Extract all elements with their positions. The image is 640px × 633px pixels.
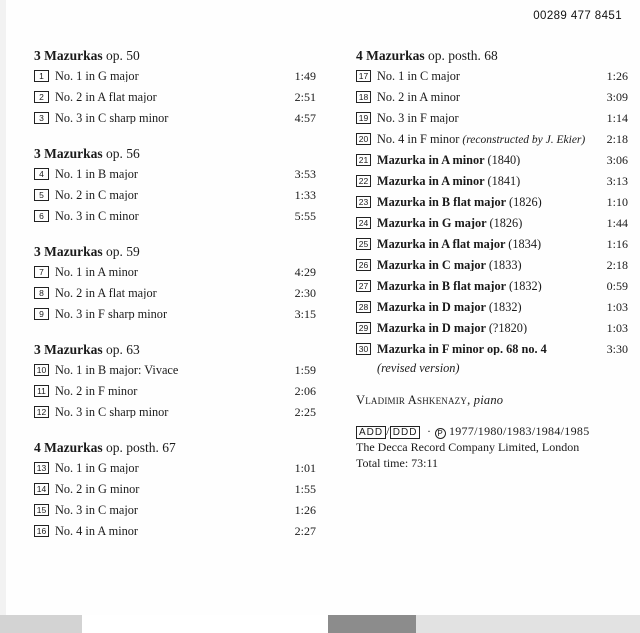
track-number: 15 bbox=[34, 504, 49, 516]
track-row[interactable] bbox=[34, 287, 316, 308]
track-duration: 1:55 bbox=[294, 482, 316, 496]
track-duration: 5:55 bbox=[294, 209, 316, 223]
work-group-title bbox=[34, 244, 316, 260]
track-number: 30 bbox=[356, 343, 371, 355]
track-title: Mazurka in A minor bbox=[377, 154, 485, 167]
track-note: (1833) bbox=[488, 259, 522, 272]
track-duration: 4:29 bbox=[294, 265, 316, 279]
track-row[interactable] bbox=[356, 196, 628, 217]
track-number: 13 bbox=[34, 462, 49, 474]
track-duration: 3:06 bbox=[606, 153, 628, 167]
track-title: No. 3 in C sharp minor bbox=[55, 112, 169, 125]
track-number: 12 bbox=[34, 406, 49, 418]
work-opus: op. 59 bbox=[106, 244, 140, 259]
track-row[interactable] bbox=[34, 483, 316, 504]
work-group-title bbox=[34, 440, 316, 456]
work-group bbox=[34, 440, 316, 546]
track-row[interactable] bbox=[34, 189, 316, 210]
track-number: 16 bbox=[34, 525, 49, 537]
track-duration: 4:57 bbox=[294, 111, 316, 125]
track-duration: 3:15 bbox=[294, 307, 316, 321]
track-title: No. 2 in G minor bbox=[55, 483, 140, 496]
track-title-group bbox=[377, 301, 599, 313]
track-number: 28 bbox=[356, 301, 371, 313]
track-row[interactable] bbox=[34, 70, 316, 91]
track-note: (1826) bbox=[489, 217, 523, 230]
track-row[interactable] bbox=[34, 462, 316, 483]
track-title: Mazurka in D major bbox=[377, 301, 486, 314]
track-duration: 1:59 bbox=[294, 363, 316, 377]
track-title-group bbox=[377, 196, 599, 208]
track-duration: 1:03 bbox=[606, 321, 628, 335]
track-number: 29 bbox=[356, 322, 371, 334]
track-row[interactable] bbox=[34, 308, 316, 329]
track-row[interactable] bbox=[356, 70, 628, 91]
copyright-years: 1977/1980/1983/1984/1985 bbox=[448, 424, 590, 438]
track-note: (1841) bbox=[487, 175, 521, 188]
track-title: No. 3 in F major bbox=[377, 112, 459, 125]
track-title: No. 2 in A minor bbox=[377, 91, 461, 104]
recording-codes-line: ADD / DDD · P 1977/1980/1983/1984/1985 bbox=[356, 424, 628, 440]
track-row[interactable] bbox=[34, 406, 316, 427]
work-opus: op. posth. 67 bbox=[106, 440, 176, 455]
track-title: No. 1 in G major bbox=[55, 462, 139, 475]
track-duration: 1:44 bbox=[606, 216, 628, 230]
work-group bbox=[34, 146, 316, 231]
track-title: No. 1 in A minor bbox=[55, 266, 139, 279]
track-number: 21 bbox=[356, 154, 371, 166]
track-duration: 2:25 bbox=[294, 405, 316, 419]
track-row[interactable] bbox=[356, 154, 628, 175]
total-time-line bbox=[356, 456, 628, 472]
track-duration: 1:49 bbox=[294, 69, 316, 83]
track-title: No. 1 in C major bbox=[377, 70, 460, 83]
track-title: No. 1 in G major bbox=[55, 70, 139, 83]
track-row[interactable] bbox=[34, 112, 316, 133]
track-duration: 1:33 bbox=[294, 188, 316, 202]
track-row[interactable] bbox=[34, 525, 316, 546]
track-row[interactable] bbox=[356, 217, 628, 238]
track-row[interactable] bbox=[356, 322, 628, 343]
track-number: 5 bbox=[34, 189, 49, 201]
footer-segment-4 bbox=[416, 615, 640, 633]
track-title: Mazurka in G major bbox=[377, 217, 487, 230]
work-group-title bbox=[34, 48, 316, 64]
track-title-group bbox=[377, 133, 599, 147]
phonogram-icon: P bbox=[435, 428, 446, 439]
track-number: 26 bbox=[356, 259, 371, 271]
track-number: 20 bbox=[356, 133, 371, 145]
work-name: Mazurkas bbox=[44, 146, 103, 161]
track-duration: 1:16 bbox=[606, 237, 628, 251]
work-group-title bbox=[34, 342, 316, 358]
track-row[interactable] bbox=[356, 133, 628, 154]
track-number: 11 bbox=[34, 385, 49, 397]
work-opus: op. 50 bbox=[106, 48, 140, 63]
track-number: 4 bbox=[34, 168, 49, 180]
tracklist-right-column bbox=[356, 48, 628, 471]
track-duration: 2:27 bbox=[294, 524, 316, 538]
track-title: No. 3 in C sharp minor bbox=[55, 406, 169, 419]
track-number: 27 bbox=[356, 280, 371, 292]
work-group bbox=[34, 48, 316, 133]
track-title-group bbox=[377, 322, 599, 334]
track-title-group bbox=[377, 259, 599, 271]
track-title: No. 2 in F minor bbox=[55, 385, 138, 398]
track-number: 18 bbox=[356, 91, 371, 103]
footer-segment-2 bbox=[82, 615, 328, 633]
track-duration: 2:51 bbox=[294, 90, 316, 104]
track-duration: 2:18 bbox=[606, 258, 628, 272]
work-group bbox=[34, 342, 316, 427]
track-number: 7 bbox=[34, 266, 49, 278]
record-company: The Decca Record Company Limited, London bbox=[356, 439, 580, 454]
track-number: 19 bbox=[356, 112, 371, 124]
footer-segment-3 bbox=[328, 615, 416, 633]
track-note: (reconstructed by J. Ekier) bbox=[462, 134, 586, 146]
track-row[interactable] bbox=[356, 91, 628, 112]
track-title: No. 4 in A minor bbox=[55, 525, 139, 538]
track-duration: 1:01 bbox=[294, 461, 316, 475]
performer-instrument: piano bbox=[473, 393, 504, 407]
track-number: 24 bbox=[356, 217, 371, 229]
track-title-group bbox=[377, 154, 599, 166]
track-title: Mazurka in B flat major bbox=[377, 196, 506, 209]
track-title: Mazurka in A minor bbox=[377, 175, 485, 188]
work-opus: op. 56 bbox=[106, 146, 140, 161]
track-title-group bbox=[377, 217, 599, 229]
tracklist-left-column bbox=[34, 48, 316, 546]
track-note: (?1820) bbox=[488, 322, 528, 335]
track-row[interactable] bbox=[356, 280, 628, 301]
track-row[interactable] bbox=[34, 91, 316, 112]
track-row[interactable] bbox=[356, 175, 628, 196]
track-title-group bbox=[377, 238, 599, 250]
work-count: 3 bbox=[34, 342, 41, 357]
work-opus: op. 63 bbox=[106, 342, 140, 357]
track-title: No. 3 in F sharp minor bbox=[55, 308, 168, 321]
track-note: (1832) bbox=[488, 301, 522, 314]
track-duration: 3:30 bbox=[606, 342, 628, 356]
track-note: (1840) bbox=[487, 154, 521, 167]
performer-credit bbox=[356, 393, 628, 408]
page-left-edge bbox=[0, 0, 6, 615]
catalog-number: 00289 477 8451 bbox=[533, 10, 622, 22]
track-duration: 1:03 bbox=[606, 300, 628, 314]
track-number: 25 bbox=[356, 238, 371, 250]
work-count: 3 bbox=[34, 244, 41, 259]
track-title: No. 4 in F minor bbox=[377, 133, 460, 146]
track-number: 9 bbox=[34, 308, 49, 320]
track-row[interactable] bbox=[34, 504, 316, 525]
track-duration: 3:53 bbox=[294, 167, 316, 181]
track-row[interactable] bbox=[356, 259, 628, 280]
track-duration: 1:26 bbox=[606, 69, 628, 83]
credits-block bbox=[356, 424, 628, 471]
track-number: 10 bbox=[34, 364, 49, 376]
track-duration: 2:18 bbox=[606, 132, 628, 146]
footer-segment-1 bbox=[0, 615, 82, 633]
track-row[interactable] bbox=[34, 168, 316, 189]
track-title: Mazurka in F minor op. 68 no. 4 bbox=[377, 343, 547, 356]
track-row[interactable] bbox=[356, 112, 628, 133]
ddd-code-badge: DDD bbox=[390, 426, 421, 439]
work-group bbox=[34, 244, 316, 329]
work-count: 3 bbox=[34, 48, 41, 63]
total-time-label: Total time: bbox=[356, 455, 409, 470]
track-title: No. 3 in C minor bbox=[55, 210, 139, 223]
track-title: No. 2 in C major bbox=[55, 189, 138, 202]
work-name: Mazurkas bbox=[44, 440, 103, 455]
track-duration: 1:14 bbox=[606, 111, 628, 125]
work-group-title bbox=[34, 146, 316, 162]
track-duration: 2:06 bbox=[294, 384, 316, 398]
track-title-group bbox=[377, 280, 599, 292]
track-duration: 1:10 bbox=[606, 195, 628, 209]
track-duration: 0:59 bbox=[606, 279, 628, 293]
track-title: No. 3 in C major bbox=[55, 504, 138, 517]
work-group bbox=[356, 48, 628, 376]
track-title-group bbox=[377, 175, 599, 187]
work-count: 4 bbox=[34, 440, 41, 455]
track-number: 1 bbox=[34, 70, 49, 82]
track-number: 14 bbox=[34, 483, 49, 495]
track-title: Mazurka in D major bbox=[377, 322, 486, 335]
work-name: Mazurkas bbox=[44, 342, 103, 357]
track-number: 6 bbox=[34, 210, 49, 222]
track-title: Mazurka in A flat major bbox=[377, 238, 506, 251]
work-name: Mazurkas bbox=[44, 244, 103, 259]
track-number: 3 bbox=[34, 112, 49, 124]
track-row[interactable] bbox=[34, 385, 316, 406]
track-row[interactable] bbox=[34, 266, 316, 287]
work-count: 3 bbox=[34, 146, 41, 161]
track-row[interactable] bbox=[34, 210, 316, 231]
track-number: 2 bbox=[34, 91, 49, 103]
track-note: (1832) bbox=[508, 280, 542, 293]
track-duration: 3:13 bbox=[606, 174, 628, 188]
track-title: Mazurka in B flat major bbox=[377, 280, 506, 293]
work-name: Mazurkas bbox=[44, 48, 103, 63]
add-code-badge: ADD bbox=[356, 426, 386, 439]
track-title: Mazurka in C major bbox=[377, 259, 486, 272]
track-row[interactable] bbox=[356, 238, 628, 259]
track-title: No. 1 in B major: Vivace bbox=[55, 364, 179, 377]
track-number: 22 bbox=[356, 175, 371, 187]
work-group-title bbox=[356, 48, 628, 64]
track-number: 8 bbox=[34, 287, 49, 299]
work-count: 4 bbox=[356, 48, 363, 63]
track-duration: 2:30 bbox=[294, 286, 316, 300]
track-duration: 1:26 bbox=[294, 503, 316, 517]
track-note: (1834) bbox=[508, 238, 542, 251]
track-title: No. 2 in A flat major bbox=[55, 287, 157, 300]
track-title: No. 1 in B major bbox=[55, 168, 138, 181]
work-opus: op. posth. 68 bbox=[428, 48, 498, 63]
total-time-value: 73:11 bbox=[411, 455, 439, 470]
track-duration: 3:09 bbox=[606, 90, 628, 104]
track-row[interactable] bbox=[356, 301, 628, 322]
track-note: (1826) bbox=[508, 196, 542, 209]
performer-name: Vladimir Ashkenazy, bbox=[356, 393, 471, 407]
track-number: 17 bbox=[356, 70, 371, 82]
track-row[interactable] bbox=[34, 364, 316, 385]
work-name: Mazurkas bbox=[366, 48, 425, 63]
track-revised-note: (revised version) bbox=[377, 361, 460, 375]
track-title: No. 2 in A flat major bbox=[55, 91, 157, 104]
footer-color-bar bbox=[0, 615, 640, 633]
track-number: 23 bbox=[356, 196, 371, 208]
